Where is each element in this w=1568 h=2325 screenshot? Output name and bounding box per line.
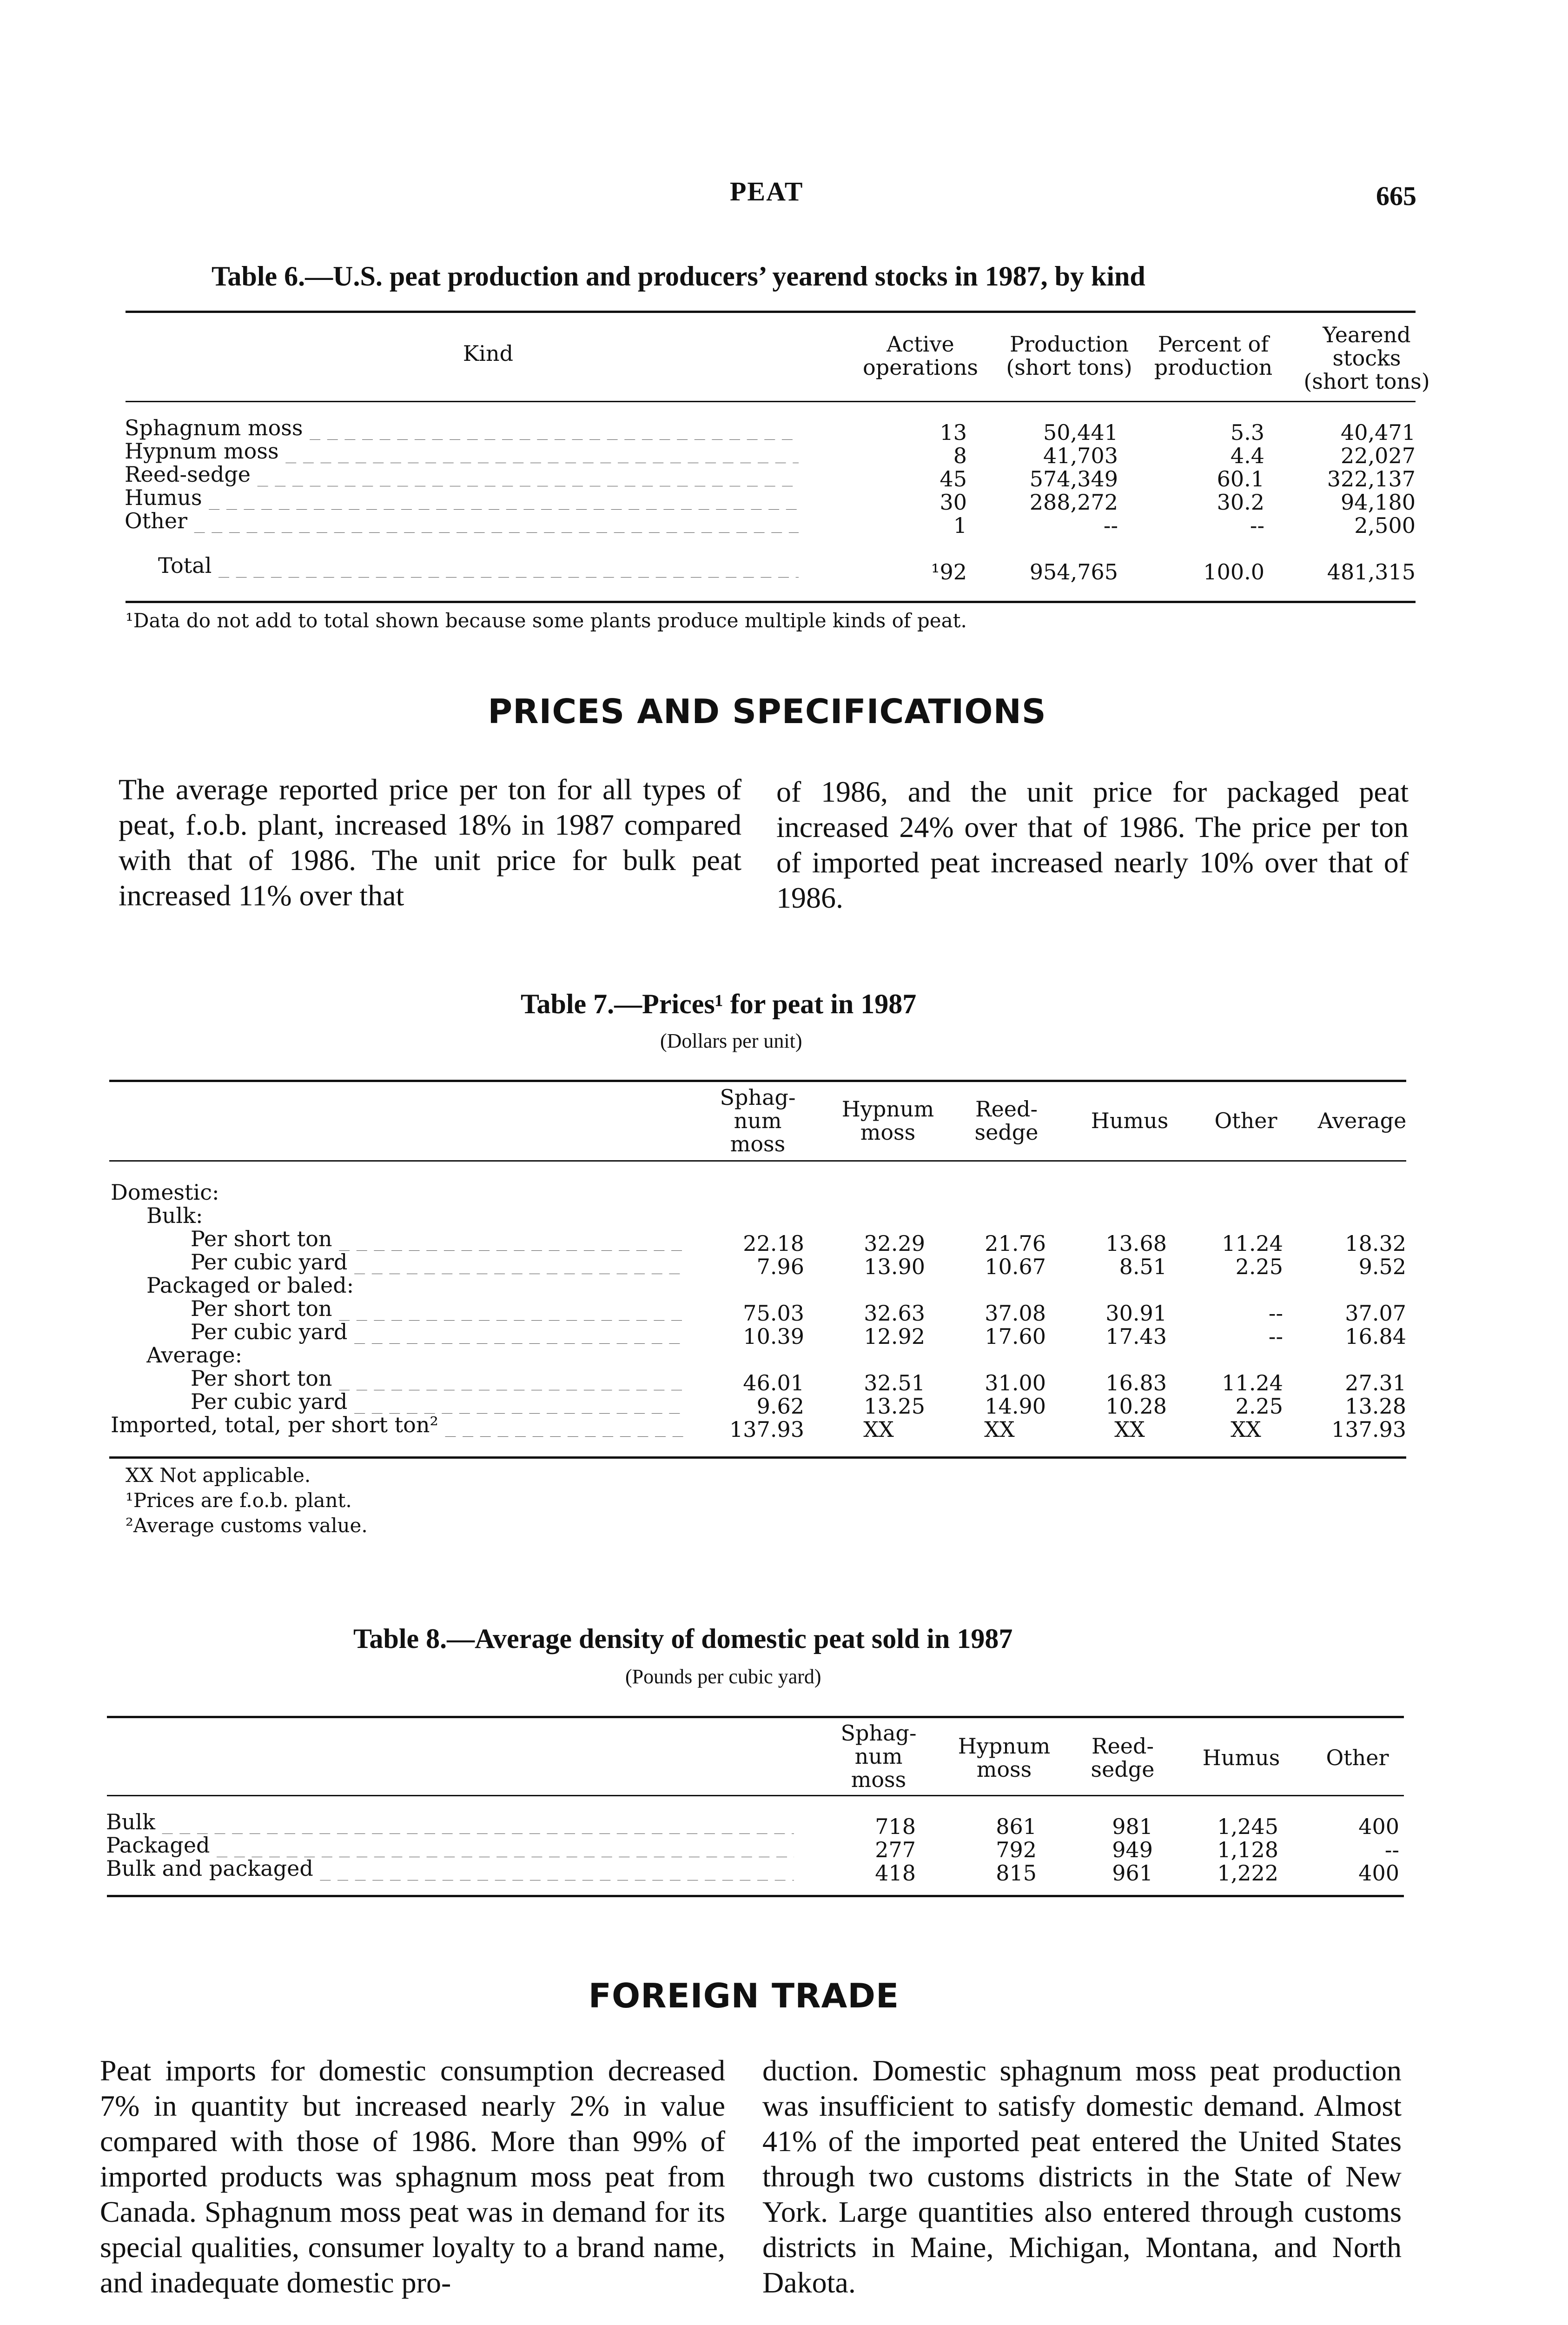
cell-reedsedge: 14.90 [985, 1394, 1046, 1419]
row-production: 288,272 [1029, 490, 1118, 515]
table-7-col-sphagnum: Sphag-num moss [720, 1085, 796, 1156]
cell-humus: 1,222 [1217, 1860, 1278, 1886]
table-7-subtitle: (Dollars per unit) [660, 1030, 802, 1052]
row-label: Per cubic yard _ _ _ [191, 1320, 683, 1344]
cell-reedsedge: 981 [1112, 1814, 1153, 1839]
table-7-footnote: ¹Prices are f.o.b. plant. [126, 1489, 352, 1512]
row-label: Per short ton _ _ _ [191, 1227, 683, 1251]
cell-reedsedge: 31.00 [985, 1370, 1046, 1395]
row-label: Per cubic yard _ _ _ [191, 1389, 683, 1414]
group-packaged: Packaged or baled: [146, 1273, 354, 1297]
table-6-footnote: ¹Data do not add to total shown because some plants produce multiple kinds of peat. [126, 609, 967, 632]
cell-humus: 17.43 [1105, 1324, 1167, 1349]
cell-hypnum: 13.25 [864, 1394, 925, 1419]
table-8-col-humus: Humus [1202, 1745, 1280, 1770]
prices-section-heading: PRICES AND SPECIFICATIONS [488, 692, 1046, 731]
cell-hypnum: 861 [996, 1814, 1037, 1839]
page-number: 665 [1376, 181, 1416, 211]
table-8-col-sphagnum: Sphag-num moss [840, 1720, 917, 1792]
prices-paragraph-col1: The average reported price per ton for all types of peat, f.o.b. plant, increased 18% in 1987 compared with that of 1986. The unit price for bulk peat increased 11% over that [119, 773, 741, 912]
table-6-col-percent: Percent of production [1154, 332, 1273, 380]
cell-reedsedge: XX [984, 1417, 1015, 1442]
cell-humus: 1,128 [1217, 1837, 1278, 1862]
table-8-header-rule [107, 1795, 1404, 1796]
table-6-bottom-rule [126, 601, 1416, 603]
cell-humus: 10.28 [1105, 1394, 1167, 1419]
row-label: Per cubic yard _ _ _ [191, 1250, 683, 1274]
table-7-header-rule [109, 1160, 1406, 1162]
cell-hypnum: 13.90 [864, 1254, 925, 1279]
cell-reedsedge: 17.60 [985, 1324, 1046, 1349]
table-6-header-rule [126, 401, 1416, 402]
cell-sphagnum: 75.03 [743, 1301, 804, 1326]
cell-average: 9.52 [1358, 1254, 1406, 1279]
total-active: ¹92 [931, 559, 967, 585]
cell-other: -- [1268, 1301, 1283, 1326]
row-kind: Hypnum moss _ _ _ [125, 439, 799, 463]
row-stocks: 94,180 [1341, 490, 1416, 515]
table-7-col-humus: Humus [1091, 1108, 1169, 1133]
table-6-col-active: Active operations [863, 332, 978, 380]
cell-sphagnum: 9.62 [756, 1394, 804, 1419]
cell-sphagnum: 277 [875, 1837, 916, 1862]
cell-other: -- [1268, 1324, 1283, 1349]
row-active: 45 [939, 466, 967, 492]
row-active: 8 [953, 443, 967, 468]
row-kind: Reed-sedge _ _ _ [125, 462, 799, 486]
cell-average: 18.32 [1345, 1231, 1406, 1256]
cell-sphagnum: 718 [875, 1814, 916, 1839]
table-7-bottom-rule [109, 1456, 1406, 1459]
cell-average: 13.28 [1345, 1394, 1406, 1419]
cell-reedsedge: 961 [1112, 1860, 1153, 1886]
row-active: 1 [953, 513, 967, 538]
cell-hypnum: 32.51 [864, 1370, 925, 1395]
cell-hypnum: 792 [996, 1837, 1037, 1862]
group-average: Average: [146, 1343, 243, 1367]
cell-reedsedge: 21.76 [985, 1231, 1046, 1256]
cell-average: 16.84 [1345, 1324, 1406, 1349]
prices-paragraph-col2: of 1986, and the unit price for packaged peat increased 24% over that of 1986. The price per ton of imported peat increased nearly 10% over that of 1986. [776, 775, 1409, 914]
cell-sphagnum: 10.39 [743, 1324, 804, 1349]
cell-humus: XX [1114, 1417, 1145, 1442]
row-production: 50,441 [1043, 420, 1118, 445]
row-active: 30 [939, 490, 967, 515]
cell-humus: 30.91 [1105, 1301, 1167, 1326]
running-title: PEAT [730, 176, 804, 206]
table-6-title: Table 6.—U.S. peat production and producers’ yearend stocks in 1987, by kind [212, 261, 1145, 292]
cell-hypnum: 12.92 [864, 1324, 925, 1349]
cell-other: 400 [1358, 1860, 1399, 1886]
row-kind: Other _ _ _ [125, 509, 799, 533]
cell-other: 11.24 [1222, 1370, 1283, 1395]
row-stocks: 322,137 [1327, 466, 1416, 492]
cell-humus: 16.83 [1105, 1370, 1167, 1395]
cell-sphagnum: 7.96 [756, 1254, 804, 1279]
table-7-footnote: ²Average customs value. [126, 1514, 368, 1537]
table-6-col-kind: Kind [463, 341, 514, 366]
cell-average: 27.31 [1345, 1370, 1406, 1395]
cell-other: -- [1384, 1837, 1399, 1862]
row-label: Per short ton _ _ _ [191, 1296, 683, 1321]
cell-sphagnum: 46.01 [743, 1370, 804, 1395]
table-7-col-reedsedge: Reed-sedge [974, 1096, 1039, 1145]
row-percent: 4.4 [1230, 443, 1264, 468]
table-7-title: Table 7.—Prices¹ for peat in 1987 [521, 989, 917, 1019]
table-8-title: Table 8.—Average density of domestic peat sold in 1987 [353, 1623, 1013, 1654]
total-production: 954,765 [1029, 559, 1118, 585]
row-label: Bulk and packaged _ _ _ [106, 1856, 794, 1880]
row-label: Imported, total, per short ton² _ _ _ [111, 1413, 683, 1437]
cell-sphagnum: 418 [875, 1860, 916, 1886]
foreign-trade-paragraph-col1: Peat imports for domestic consumption decreased 7% in quantity but increased nearly 2% in value compared with those of 1986. More than 99% of imported products was sphagnum moss peat from Canada. Sphagnum moss peat was in demand for its special qualities, consumer loyalty to a brand name, and inadequate domestic pro- [100, 2054, 725, 2299]
row-label: Per short ton _ _ _ [191, 1366, 683, 1390]
row-kind: Humus _ _ _ [125, 485, 799, 510]
table-8-col-reedsedge: Reed-sedge [1091, 1734, 1155, 1782]
table-7-col-other: Other [1214, 1108, 1277, 1133]
table-8-top-rule [107, 1716, 1404, 1718]
row-label: Packaged _ _ _ [106, 1833, 794, 1857]
total-percent: 100.0 [1203, 559, 1264, 585]
table-8-bottom-rule [107, 1895, 1404, 1897]
cell-other: 400 [1358, 1814, 1399, 1839]
cell-other: 2.25 [1235, 1254, 1283, 1279]
row-percent: 30.2 [1217, 490, 1264, 515]
row-active: 13 [939, 420, 967, 445]
table-6-col-production: Production (short tons) [1006, 332, 1132, 380]
foreign-trade-heading: FOREIGN TRADE [588, 1976, 900, 2015]
cell-reedsedge: 949 [1112, 1837, 1153, 1862]
table-8-col-hypnum: Hypnum moss [958, 1734, 1051, 1782]
cell-average: 37.07 [1345, 1301, 1406, 1326]
table-7-top-rule [109, 1080, 1406, 1082]
group-bulk: Bulk: [146, 1203, 203, 1228]
table-7-col-hypnum: Hypnum moss [841, 1096, 934, 1145]
row-stocks: 22,027 [1341, 443, 1416, 468]
cell-average: 137.93 [1331, 1417, 1406, 1442]
table-7-footnote: XX Not applicable. [126, 1464, 311, 1487]
cell-other: 11.24 [1222, 1231, 1283, 1256]
foreign-trade-paragraph-col2: duction. Domestic sphagnum moss peat production was insufficient to satisfy domestic demand. Almost 41% of the imported peat entered the United States through two customs districts in the State of New York. Large quantities also entered through customs districts in Maine, Michigan, Montana, and North Dakota. [762, 2054, 1402, 2299]
row-production: -- [1103, 513, 1118, 538]
table-7-col-average: Average [1317, 1108, 1407, 1133]
table-6-col-stocks: Yearend stocks (short tons) [1303, 322, 1430, 394]
cell-reedsedge: 37.08 [985, 1301, 1046, 1326]
table-8-subtitle: (Pounds per cubic yard) [625, 1665, 821, 1688]
row-production: 574,349 [1029, 466, 1118, 492]
total-label: Total _ _ _ [158, 553, 799, 578]
row-percent: -- [1250, 513, 1264, 538]
cell-humus: 1,245 [1217, 1814, 1278, 1839]
group-domestic: Domestic: [111, 1180, 219, 1204]
cell-hypnum: 32.29 [864, 1231, 925, 1256]
row-percent: 60.1 [1217, 466, 1264, 492]
cell-humus: 13.68 [1105, 1231, 1167, 1256]
cell-hypnum: 32.63 [864, 1301, 925, 1326]
cell-other: XX [1231, 1417, 1261, 1442]
cell-other: 2.25 [1235, 1394, 1283, 1419]
table-6-top-rule [126, 311, 1416, 313]
cell-sphagnum: 137.93 [729, 1417, 804, 1442]
row-stocks: 2,500 [1354, 513, 1416, 538]
table-8-col-other: Other [1326, 1745, 1389, 1770]
cell-reedsedge: 10.67 [985, 1254, 1046, 1279]
row-production: 41,703 [1043, 443, 1118, 468]
row-stocks: 40,471 [1341, 420, 1416, 445]
total-stocks: 481,315 [1327, 559, 1416, 585]
row-label: Bulk _ _ _ [106, 1810, 794, 1834]
row-percent: 5.3 [1230, 420, 1264, 445]
cell-humus: 8.51 [1119, 1254, 1167, 1279]
cell-sphagnum: 22.18 [743, 1231, 804, 1256]
cell-hypnum: 815 [996, 1860, 1037, 1886]
cell-hypnum: XX [863, 1417, 894, 1442]
row-kind: Sphagnum moss _ _ _ [125, 416, 799, 440]
